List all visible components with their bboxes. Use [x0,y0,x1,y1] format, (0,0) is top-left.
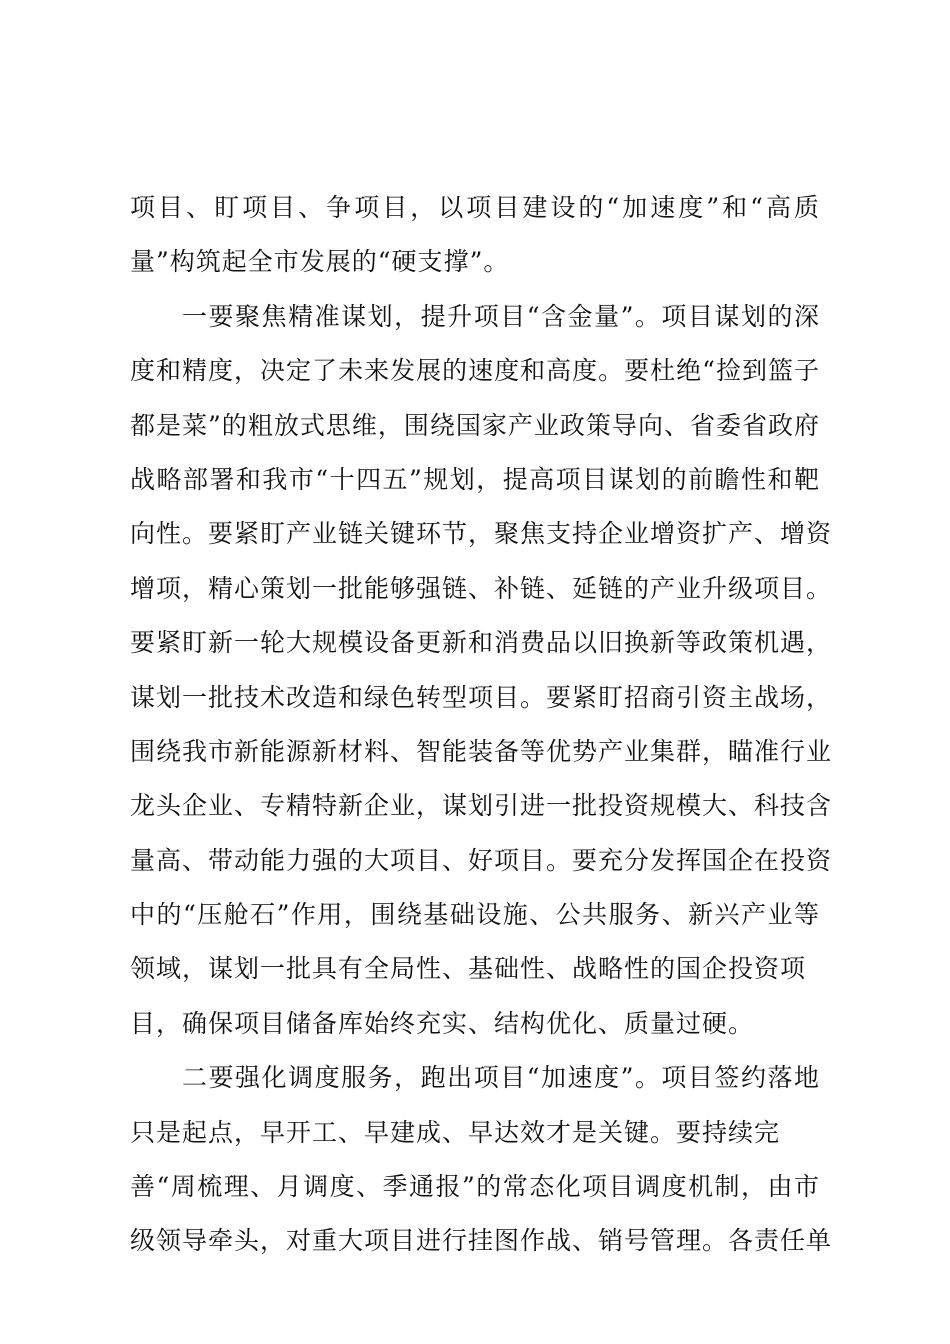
text-line: 围绕我市新能源新材料、智能装备等优势产业集群，瞄准行业 [130,736,833,766]
text-line: 只是起点，早开工、早建成、早达效才是关键。要持续完 [130,1117,781,1147]
text-line: 战略部署和我市“十四五”规划，提高项目谋划的前瞻性和靶 [130,464,820,494]
text-line: 都是菜”的粗放式思维，围绕国家产业政策导向、省委省政府 [130,410,820,440]
text-line: 善“周梳理、月调度、季通报”的常态化项目调度机制，由市 [130,1172,820,1202]
text-line: 级领导牵头，对重大项目进行挂图作战、销号管理。各责任单 [130,1226,833,1256]
text-line: 龙头企业、专精特新企业，谋划引进一批投资规模大、科技含 [130,791,833,821]
text-line: 量”构筑起全市发展的“硬支撑”。 [130,247,510,277]
text-line: 增项，精心策划一批能够强链、补链、延链的产业升级项目。 [130,573,833,603]
text-line: 谋划一批技术改造和绿色转型项目。要紧盯招商引资主战场， [130,682,833,712]
text-line: 目，确保项目储备库始终充实、结构优化、质量过硬。 [130,1008,755,1038]
text-line: 向性。要紧盯产业链关键环节，聚焦支持企业增资扩产、增资 [130,519,833,549]
text-line: 量高、带动能力强的大项目、好项目。要充分发挥国企在投资 [130,845,833,875]
text-line: 项目、盯项目、争项目，以项目建设的“加速度”和“高质 [130,193,820,222]
paragraph-start-line: 一要聚焦精准谋划，提升项目“含金量”。项目谋划的深 [182,301,820,331]
text-line: 中的“压舱石”作用，围绕基础设施、公共服务、新兴产业等 [130,900,820,930]
document-body [130,181,833,1269]
text-line: 领域，谋划一批具有全局性、基础性、战略性的国企投资项 [130,954,807,984]
text-line: 要紧盯新一轮大规模设备更新和消费品以旧换新等政策机遇， [130,628,833,658]
paragraph-start-line: 二要强化调度服务，跑出项目“加速度”。项目签约落地 [182,1063,820,1093]
text-line: 度和精度，决定了未来发展的速度和高度。要杜绝“捡到篮子 [130,356,820,386]
